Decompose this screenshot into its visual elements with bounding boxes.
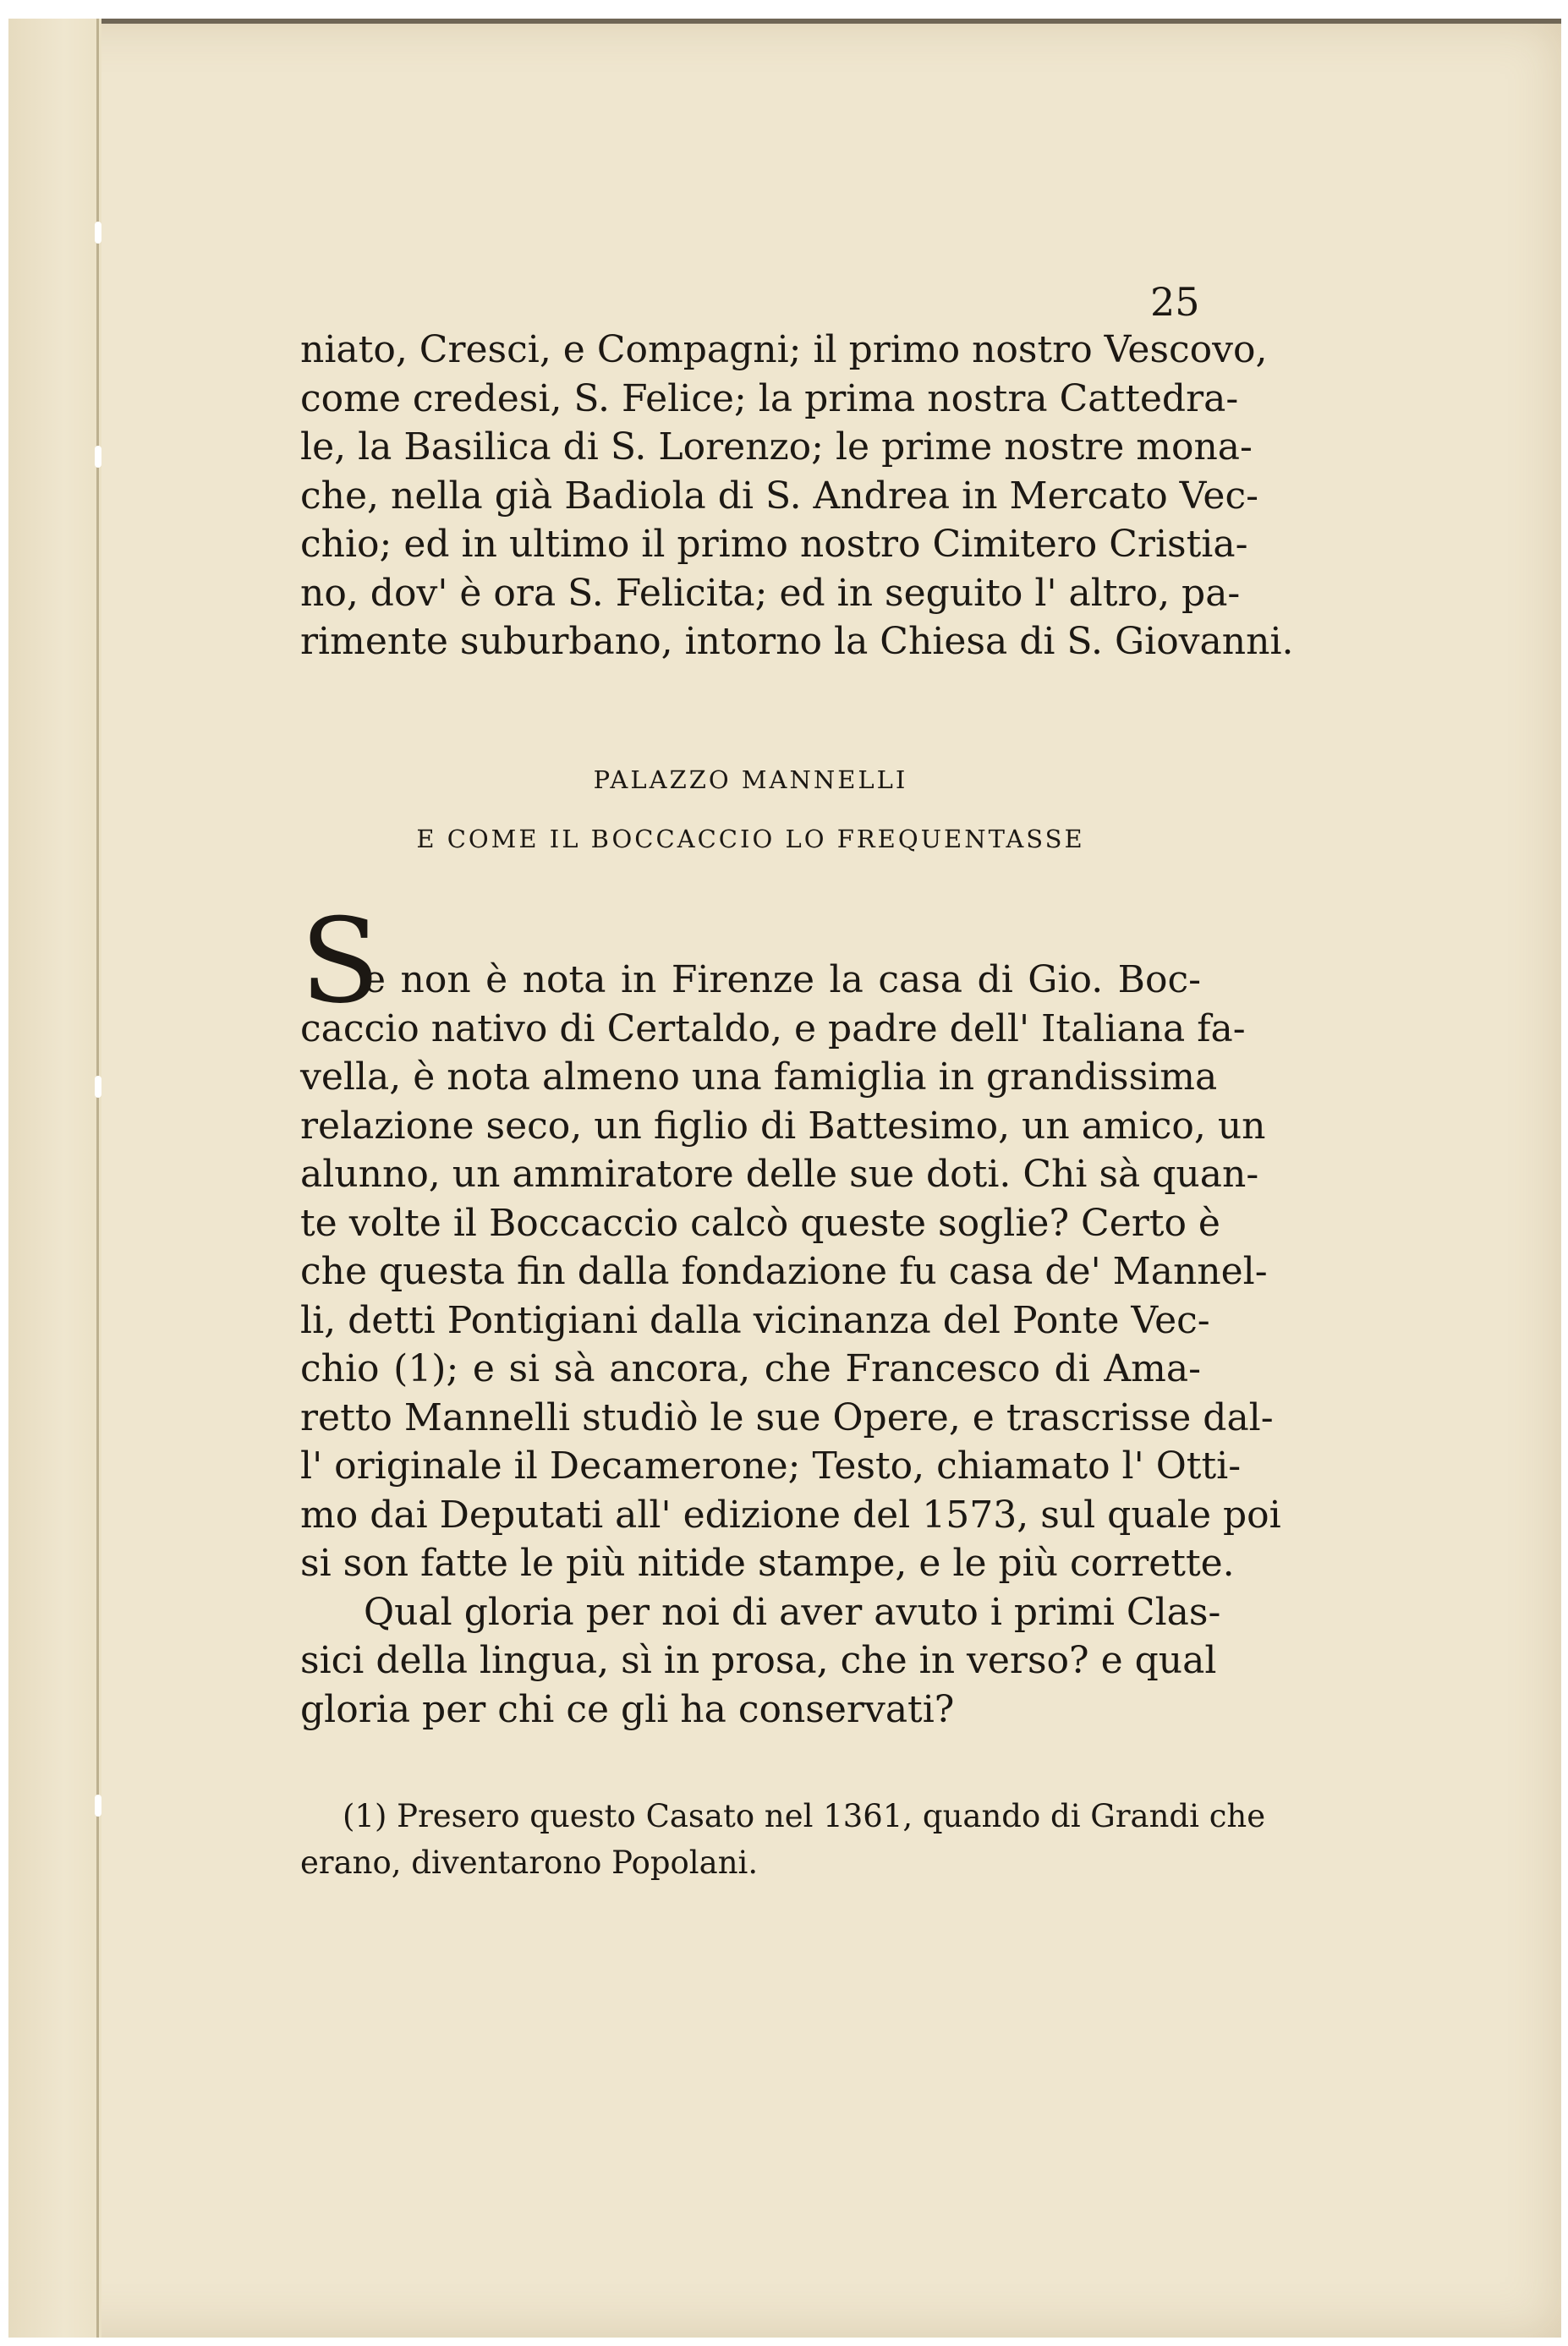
text-line: rimente suburbano, intorno la Chiesa di S. Giovanni.: [300, 620, 1294, 663]
text-line: retto Mannelli studiò le sue Opere, e trascrisse dal-: [300, 1395, 1274, 1439]
text-line: niato, Cresci, e Compagni; il primo nostro Vescovo,: [300, 328, 1268, 371]
binding-gutter: [8, 19, 101, 2338]
gutter-fold-line: [96, 19, 99, 2338]
binding-hole: [95, 222, 101, 244]
text-line: gloria per chi ce gli ha conservati?: [300, 1687, 955, 1731]
binding-hole: [95, 1076, 101, 1098]
text-line: si son fatte le più nitide stampe, e le più corrette.: [300, 1542, 1235, 1585]
text-line: come credesi, S. Felice; la prima nostra Cattedra-: [300, 376, 1239, 420]
paragraph-intro: [300, 326, 1294, 666]
footnote-line: erano, diventarono Popolani.: [300, 1844, 759, 1881]
text-line: mo dai Deputati all' edizione del 1573, sul quale poi: [300, 1493, 1281, 1537]
text-line: e non è nota in Firenze la casa di Gio. Boc-: [364, 958, 1201, 1001]
text-line: chio; ed in ultimo il primo nostro Cimitero Cristia-: [300, 523, 1248, 566]
text-line: caccio nativo di Certaldo, e padre dell' Italiana fa-: [300, 1006, 1246, 1050]
drop-capital: S: [300, 893, 381, 1029]
binding-hole: [95, 1795, 101, 1817]
text-line: no, dov' è ora S. Felicita; ed in seguito l' altro, pa-: [300, 571, 1241, 615]
page-number: 25: [1150, 279, 1200, 325]
section-title: PALAZZO MANNELLI: [593, 765, 908, 794]
text-line: li, detti Pontigiani dalla vicinanza del Ponte Vec-: [300, 1298, 1210, 1342]
text-line: te volte il Boccaccio calcò queste soglie? Certo è: [300, 1201, 1220, 1245]
paragraph-main: [300, 956, 1281, 1734]
text-line: l' originale il Decamerone; Testo, chiamato l' Otti-: [300, 1444, 1242, 1488]
page-top-edge: [8, 19, 1561, 24]
text-line: alunno, un ammiratore delle sue doti. Chi sà quan-: [300, 1153, 1259, 1196]
binding-hole: [95, 446, 101, 468]
text-line: che, nella già Badiola di S. Andrea in Mercato Vec-: [300, 474, 1258, 518]
section-subtitle: E COME IL BOCCACCIO LO FREQUENTASSE: [416, 825, 1085, 853]
text-line: sici della lingua, sì in prosa, che in verso? e qual: [300, 1639, 1217, 1682]
text-line: Qual gloria per noi di aver avuto i primi Clas-: [364, 1590, 1221, 1634]
footnote-line: (1) Presero questo Casato nel 1361, quando di Grandi che: [343, 1798, 1266, 1834]
text-line: chio (1); e si sà ancora, che Francesco di Ama-: [300, 1347, 1201, 1390]
text-line: vella, è nota almeno una famiglia in grandissima: [300, 1055, 1218, 1099]
footnote: [300, 1793, 1266, 1886]
text-line: relazione seco, un figlio di Battesimo, un amico, un: [300, 1104, 1266, 1148]
text-line: le, la Basilica di S. Lorenzo; le prime nostre mona-: [300, 425, 1253, 469]
text-line: che questa fin dalla fondazione fu casa de' Mannel-: [300, 1250, 1268, 1293]
